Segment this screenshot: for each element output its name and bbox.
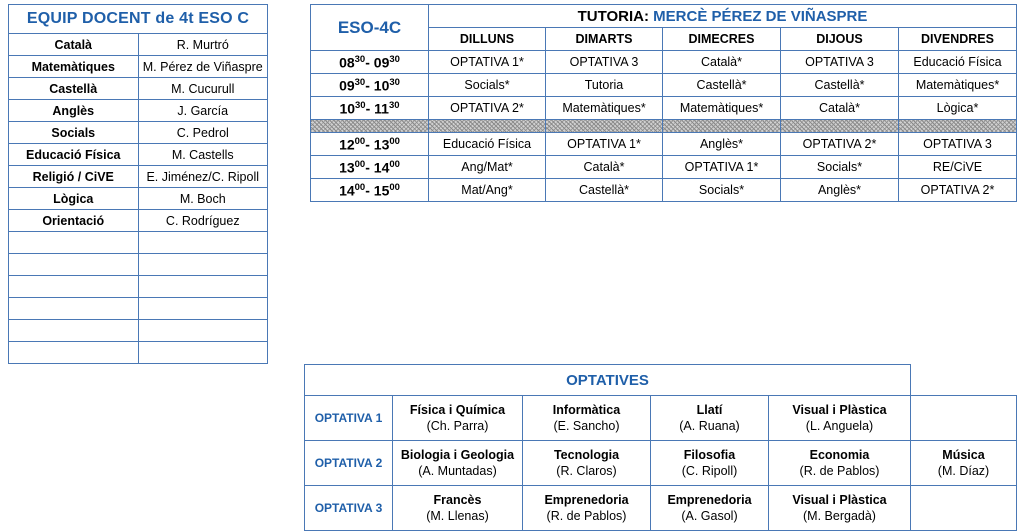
tutoria-label: TUTORIA: (577, 7, 649, 25)
optativa-teacher: (R. de Pablos) (546, 509, 627, 523)
table-row (9, 188, 268, 210)
empty-cell (9, 320, 139, 342)
schedule-cell: Socials* (429, 74, 546, 97)
schedule-cell: OPTATIVA 1* (663, 156, 781, 179)
schedule-cell: Matemàtiques* (663, 97, 781, 120)
teacher-cell: C. Rodríguez (138, 210, 268, 232)
table-row (311, 74, 1017, 97)
table-row (9, 210, 268, 232)
schedule-cell: RE/CiVE (899, 156, 1017, 179)
schedule-cell: OPTATIVA 2* (781, 133, 899, 156)
slot-start: 14 (339, 182, 355, 199)
empty-cell (138, 254, 268, 276)
optativa-subject: Francès (433, 493, 482, 507)
schedule-cell: Anglès* (781, 179, 899, 202)
slot-start-sup: 30 (355, 99, 366, 111)
table-row (311, 156, 1017, 179)
day-header-dijous: DIJOUS (781, 28, 899, 51)
optativa-teacher: (E. Sancho) (553, 419, 620, 433)
optativa-teacher: (A. Muntadas) (418, 464, 497, 478)
slot-start: 10 (339, 100, 356, 117)
slot-end: 09 (373, 54, 390, 71)
optativa-extra-cell (911, 441, 1017, 486)
slot-end-sup: 00 (389, 135, 400, 147)
teacher-cell: R. Murtró (138, 34, 268, 56)
optativa-cell (651, 486, 769, 531)
optativa-cell (393, 396, 523, 441)
optativa-cell (523, 441, 651, 486)
schedule-cell: Castellà* (663, 74, 781, 97)
empty-cell (138, 342, 268, 364)
teacher-cell: E. Jiménez/C. Ripoll (138, 166, 268, 188)
table-row (9, 166, 268, 188)
optativa-subject: Biologia i Geologia (400, 448, 515, 462)
table-row (9, 56, 268, 78)
optativa-subject: Llatí (696, 403, 723, 417)
time-slot-cell: $14^{00}-$ $15^{00}$ (311, 179, 429, 202)
optativa-extra-cell (911, 486, 1017, 531)
equip-docent-title: EQUIP DOCENT de 4t ESO C (9, 5, 268, 34)
subject-cell: Castellà (9, 78, 139, 100)
tutoria-header (429, 5, 1017, 28)
table-row (305, 486, 1017, 531)
optatives-title-row (305, 365, 1017, 396)
optativa-teacher: (R. de Pablos) (799, 464, 880, 478)
subject-cell: Lògica (9, 188, 139, 210)
empty-cell (9, 342, 139, 364)
optativa-subject: Tecnologia (553, 448, 620, 462)
schedule-cell: Mat/Ang* (429, 179, 546, 202)
empty-cell (138, 320, 268, 342)
slot-start-sup: 00 (354, 158, 366, 170)
optatives-table (304, 364, 1017, 531)
optatives-body (305, 365, 1017, 531)
optativa-subject: Informàtica (552, 403, 621, 417)
optativa-teacher: (A. Ruana) (679, 419, 740, 433)
slot-end-sup: 30 (388, 99, 400, 111)
optativa-2-label: OPTATIVA 2 (305, 441, 393, 486)
schedule-cell: Castellà* (546, 179, 663, 202)
table-row (311, 179, 1017, 202)
optativa-teacher: (M. Llenas) (426, 509, 489, 523)
schedule-cell: Matemàtiques* (899, 74, 1017, 97)
break-cell (546, 120, 663, 133)
table-row (311, 133, 1017, 156)
subject-cell: Anglès (9, 100, 139, 122)
schedule-cell: Ang/Mat* (429, 156, 546, 179)
subject-cell: Català (9, 34, 139, 56)
optativa-1-label: OPTATIVA 1 (305, 396, 393, 441)
schedule-cell: Català* (781, 97, 899, 120)
optativa-cell (523, 396, 651, 441)
empty-row (9, 232, 268, 254)
empty-cell (9, 298, 139, 320)
table-row (305, 396, 1017, 441)
optativa-cell (769, 486, 911, 531)
break-cell (429, 120, 546, 133)
slot-end: 11 (374, 100, 389, 117)
slot-end: 15 (373, 182, 390, 199)
optativa-cell (651, 396, 769, 441)
subject-cell: Educació Física (9, 144, 139, 166)
schedule-cell: Tutoria (546, 74, 663, 97)
optativa-cell (651, 441, 769, 486)
schedule-cell: Socials* (663, 179, 781, 202)
slot-start-sup: 30 (354, 53, 366, 65)
optativa-teacher: (M. Díaz) (937, 464, 990, 478)
slot-end-sup: 30 (389, 53, 400, 65)
schedule-cell: OPTATIVA 2* (429, 97, 546, 120)
schedule-cell: Català* (546, 156, 663, 179)
optativa-subject: Filosofia (683, 448, 736, 462)
time-slot-cell: $08^{30}-$ $09^{30}$ (311, 51, 429, 74)
schedule-cell: OPTATIVA 3 (781, 51, 899, 74)
optativa-subject: Visual i Plàstica (792, 403, 887, 417)
optativa-subject: Economia (809, 448, 870, 462)
empty-row (9, 320, 268, 342)
schedule-cell: Lògica* (899, 97, 1017, 120)
optativa-subject: Física i Química (409, 403, 506, 417)
time-slot-cell: $10^{30}-$ $11^{30}$ (311, 97, 429, 120)
time-slot-cell: $12^{00}-$ $13^{00}$ (311, 133, 429, 156)
table-row (9, 100, 268, 122)
time-slot-cell: $09^{30}-$ $10^{30}$ (311, 74, 429, 97)
empty-cell (9, 254, 139, 276)
day-header-dimecres: DIMECRES (663, 28, 781, 51)
day-header-divendres: DIVENDRES (899, 28, 1017, 51)
empty-row (9, 298, 268, 320)
break-cell (781, 120, 899, 133)
empty-row (9, 342, 268, 364)
horari-header-row (311, 5, 1017, 28)
schedule-cell: OPTATIVA 3 (899, 133, 1017, 156)
schedule-cell: Educació Física (429, 133, 546, 156)
optativa-3-label: OPTATIVA 3 (305, 486, 393, 531)
subject-cell: Socials (9, 122, 139, 144)
subject-cell: Matemàtiques (9, 56, 139, 78)
subject-cell: Orientació (9, 210, 139, 232)
table-row (311, 51, 1017, 74)
break-row (311, 120, 1017, 133)
tutoria-teacher-name: MERCÈ PÉREZ DE VIÑASPRE (653, 7, 868, 25)
table-row (9, 34, 268, 56)
break-cell (311, 120, 429, 133)
schedule-cell: Educació Física (899, 51, 1017, 74)
slot-end-sup: 00 (389, 158, 400, 170)
optativa-teacher: (Ch. Parra) (426, 419, 489, 433)
empty-row (9, 276, 268, 298)
break-cell (899, 120, 1017, 133)
table-row (305, 441, 1017, 486)
equip-docent-title-row (9, 5, 268, 34)
slot-end-sup: 30 (389, 76, 400, 88)
schedule-cell: Castellà* (781, 74, 899, 97)
schedule-cell: OPTATIVA 2* (899, 179, 1017, 202)
optativa-cell (393, 441, 523, 486)
slot-start-sup: 30 (354, 76, 366, 88)
optativa-teacher: (C. Ripoll) (681, 464, 738, 478)
optativa-teacher: (R. Claros) (556, 464, 617, 478)
slot-start-sup: 00 (354, 181, 366, 193)
slot-start: 12 (339, 136, 355, 153)
optativa-subject: Música (942, 448, 985, 462)
horari-body (311, 5, 1017, 202)
empty-cell (9, 276, 139, 298)
empty-cell (138, 276, 268, 298)
optatives-title-spacer (911, 365, 1017, 396)
optativa-teacher: (A. Gasol) (681, 509, 738, 523)
time-slot-cell: $13^{00}-$ $14^{00}$ (311, 156, 429, 179)
group-label: ESO-4C (311, 5, 429, 51)
optativa-teacher: (L. Anguela) (805, 419, 874, 433)
optativa-cell (523, 486, 651, 531)
equip-docent-table (8, 4, 268, 364)
slot-start-sup: 00 (354, 135, 366, 147)
optativa-teacher: (M. Bergadà) (803, 509, 876, 523)
teacher-cell: M. Boch (138, 188, 268, 210)
optativa-cell (769, 396, 911, 441)
equip-docent-body (9, 5, 268, 364)
optativa-subject: Emprenedoria (667, 493, 752, 507)
empty-cell (9, 232, 139, 254)
schedule-cell: Socials* (781, 156, 899, 179)
subject-cell: Religió / CiVE (9, 166, 139, 188)
day-header-dilluns: DILLUNS (429, 28, 546, 51)
teacher-cell: J. García (138, 100, 268, 122)
optativa-cell (769, 441, 911, 486)
table-row (311, 97, 1017, 120)
optativa-extra-cell (911, 396, 1017, 441)
slot-start: 13 (339, 159, 355, 176)
table-row (9, 78, 268, 100)
slot-end: 10 (373, 77, 390, 94)
schedule-cell: Anglès* (663, 133, 781, 156)
slot-end: 14 (373, 159, 390, 176)
optativa-cell (393, 486, 523, 531)
schedule-cell: OPTATIVA 3 (546, 51, 663, 74)
slot-end-sup: 00 (389, 181, 400, 193)
teacher-cell: M. Castells (138, 144, 268, 166)
horari-table (310, 4, 1017, 202)
schedule-cell: Català* (663, 51, 781, 74)
empty-cell (138, 298, 268, 320)
slot-start: 09 (339, 77, 355, 94)
table-row (9, 144, 268, 166)
day-header-dimarts: DIMARTS (546, 28, 663, 51)
table-row (9, 122, 268, 144)
teacher-cell: M. Pérez de Viñaspre (138, 56, 268, 78)
break-cell (663, 120, 781, 133)
schedule-cell: Matemàtiques* (546, 97, 663, 120)
slot-start: 08 (339, 54, 355, 71)
slot-end: 13 (373, 136, 390, 153)
schedule-cell: OPTATIVA 1* (546, 133, 663, 156)
optativa-subject: Emprenedoria (544, 493, 629, 507)
teacher-cell: C. Pedrol (138, 122, 268, 144)
optatives-title: OPTATIVES (305, 365, 911, 396)
empty-row (9, 254, 268, 276)
schedule-cell: OPTATIVA 1* (429, 51, 546, 74)
teacher-cell: M. Cucurull (138, 78, 268, 100)
empty-cell (138, 232, 268, 254)
optativa-subject: Visual i Plàstica (792, 493, 887, 507)
